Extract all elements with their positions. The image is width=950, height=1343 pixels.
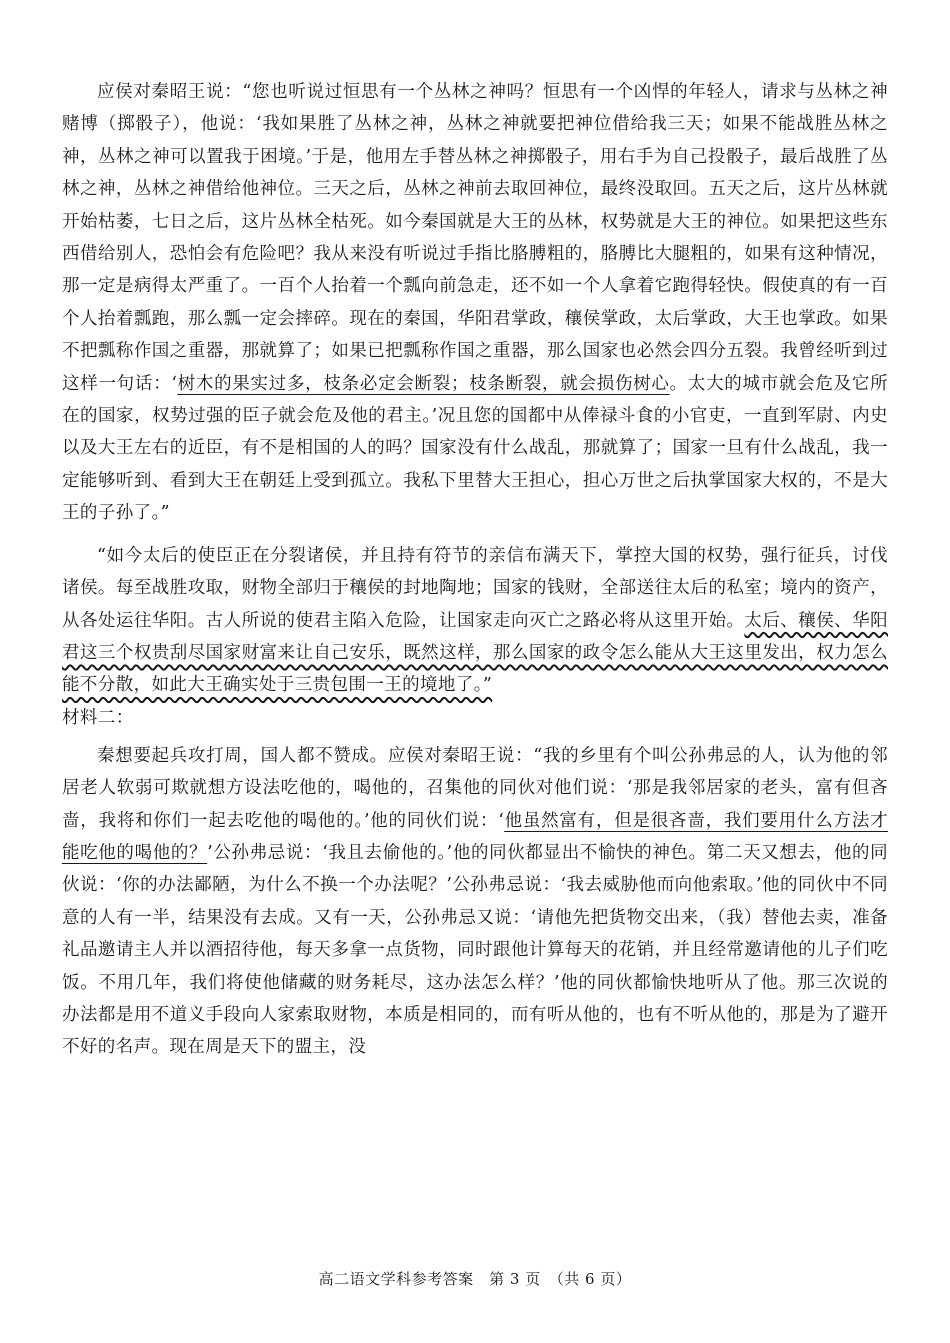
paragraph-text: 秦想要起兵攻打周，国人都不赞成。应侯对秦昭王说：“我的乡里有个叫公孙弗忌的人，认为他的邻居老人软弱可欺就想方设法吃他的，喝他的，召集他的同伙对他们说：‘那是我邻居家的老头，富有但吝啬，我将和你们一起去吃他的喝他的。’他的同伙们说：‘	[62, 745, 888, 831]
paragraph-text: “如今太后的使臣正在分裂诸侯，并且持有符节的亲信布满天下，掌控大国的权势，强行征兵，讨伐诸侯。每至战胜攻取，财物全部归于穰侯的封地陶地；国家的钱财，全部送往太后的私室；境内的资产，从各处运往华阳。古人所说的使君主陷入危险，让国家走向灭亡之路必将从这里开始。	[62, 545, 888, 631]
page-footer: 高二语文学科参考答案 第 3 页 （共 6 页）	[318, 1270, 632, 1288]
paragraph-text: ’公孙弗忌说：‘我且去偷他的。’他的同伙都显出不愉快的神色。第二天又想去，他的同伙说：‘你的办法鄙陋，为什么不换一个办法呢？’公孙弗忌说：‘我去威胁他而向他索取。’他的同伙中不同意的人有一半，结果没有去成。又有一天，公孙弗忌又说：‘请他先把货物交出来，（我）替他去卖，准备礼品邀请主人并以酒招待他，每天多拿一点货物，同时跟他计算每天的花销，并且经常邀请他的儿子们吃饭。不用几年，我们将使他储藏的财务耗尽，这办法怎么样？’他的同伙都愉快地听从了他。那三次说的办法都是用不道义手段向人家索取财物，本质是相同的，而有听从他的，也有不听从他的，那是为了避开不好的名声。现在周是天下的盟主，没	[62, 842, 889, 1058]
paragraph-gongsun-fuji	[62, 740, 888, 1064]
underlined-sentence: 他虽然富有，但是很吝啬，我们要用什么方法才能吃他的喝他的？	[62, 810, 888, 863]
paragraph-text: 。太大的城市就会危及它所在的国家，权势过强的臣子就会危及他的君主。’况且您的国都中从俸禄斗食的小官吏，一直到军尉、内史以及大王左右的近臣，有不是相国的人的吗？国家没有什么战乱，那就算了；国家一旦有什么战乱，我一定能够听到、看到大王在朝廷上受到孤立。我私下里替大王担心，担心万世之后执掌国家大权的，不是大王的子孙了。”	[62, 373, 888, 524]
underlined-sentence: 树木的果实过多，枝条必定会断裂；枝条断裂，就会损伤树心	[177, 373, 670, 394]
wavy-underlined-sentence: 太后、穰侯、华阳君这三个权贵刮尽国家财富来让自己安乐，既然这样，那么国家的政令怎么能从大王这里发出，权力怎么能不分散，如此大王确实处于三贵包围一王的境地了。”	[62, 610, 888, 696]
paragraph-text: 应侯对秦昭王说：“您也听说过恒思有一个丛林之神吗？恒思有一个凶悍的年轻人，请求与丛林之神赌博（掷骰子），他说：‘我如果胜了丛林之神，丛林之神就要把神位借给我三天；如果不能战胜丛林之神，丛林之神可以置我于困境。’于是，他用左手替丛林之神掷骰子，用右手为自己投骰子，最后战胜了丛林之神，丛林之神借给他神位。三天之后，丛林之神前去取回神位，最终没取回。五天之后，这片丛林就开始枯萎，七日之后，这片丛林全枯死。如今秦国就是大王的丛林，权势就是大王的神位。如果把这些东西借给别人，恐怕会有危险吧？我从来没有听说过手指比胳膊粗的，胳膊比大腿粗的，如果有这种情况，那一定是病得太严重了。一百个人抬着一个瓢向前急走，还不如一个人拿着它跑得轻快。假使真的有一百个人抬着瓢跑，那么瓢一定会摔碎。现在的秦国，华阳君掌政，穰侯掌政，太后掌政，大王也掌政。如果不把瓢称作国之重器，那就算了；如果已把瓢称作国之重器，那么国家也必然会四分五裂。我曾经听到过这样一句话：‘	[62, 82, 888, 394]
material-two-heading: 材料二：	[62, 707, 134, 728]
paragraph-ying-hou-forest-god	[62, 76, 888, 530]
page-body	[62, 76, 888, 1064]
paragraph-queen-mother-envoys	[62, 540, 888, 702]
